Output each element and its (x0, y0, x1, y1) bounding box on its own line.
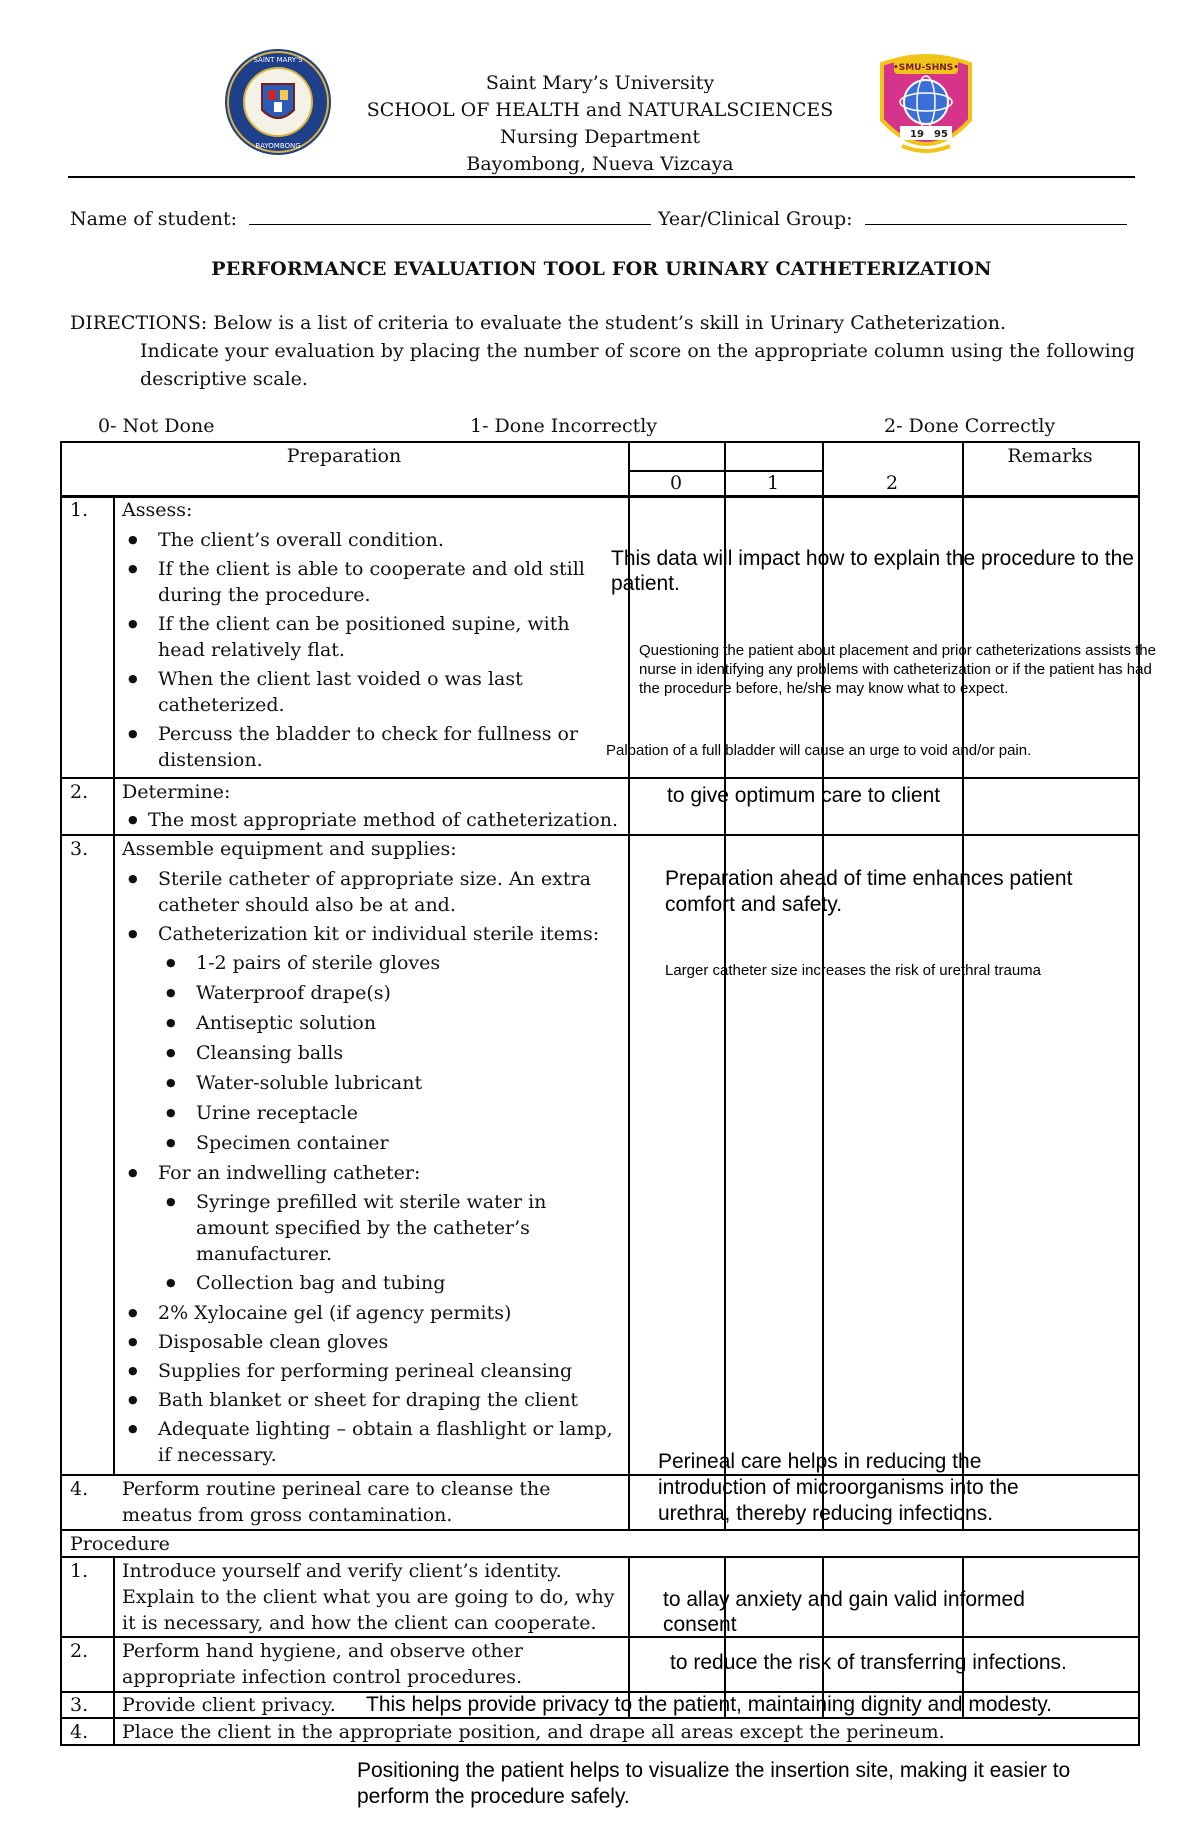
list-item: ● Specimen container (160, 1130, 622, 1156)
table-line (822, 441, 824, 1529)
institution-header (320, 70, 880, 178)
school-name: SCHOOL OF HEALTH and NATURALSCIENCES (366, 99, 834, 121)
scale-not-done: 0- Not Done (98, 415, 215, 437)
svg-text:BAYOMBONG: BAYOMBONG (255, 142, 301, 150)
procedure-label: Procedure (70, 1533, 170, 1555)
prep-3-num: 3. (70, 838, 89, 860)
list-item: ● If the client is able to cooperate and old still during the procedure. (122, 556, 620, 608)
university-name: Saint Mary’s University (485, 72, 715, 94)
score-col-0: 0 (669, 472, 683, 494)
svg-text:95: 95 (934, 129, 948, 140)
table-line (113, 496, 115, 1474)
score-col-2: 2 (885, 472, 899, 494)
list-item: ● Water-soluble lubricant (160, 1070, 622, 1096)
rationale-positioning: Positioning the patient helps to visualize the insertion site, making it easier to perform the procedure safely. (357, 1759, 1071, 1808)
prep-1-content (122, 497, 620, 773)
svg-text:•SMU-SHNS•: •SMU-SHNS• (892, 63, 960, 73)
rationale-infection: to reduce the risk of transferring infections. (670, 1651, 1067, 1674)
proc-3-num: 3. (70, 1694, 89, 1716)
rationale-optimum-care: to give optimum care to client (667, 784, 941, 807)
prep-4-text: Perform routine perineal care to cleanse the meatus from gross contamination. (122, 1478, 551, 1526)
rationale-informed-consent: to allay anxiety and gain valid informed consent (663, 1588, 1025, 1636)
list-item: ● The client’s overall condition. (122, 527, 620, 553)
directions-line-3: descriptive scale. (140, 368, 308, 390)
table-line (60, 1529, 1140, 1531)
department-name: Nursing Department (499, 126, 701, 148)
proc-1-num: 1. (70, 1560, 89, 1582)
student-name-blank[interactable] (249, 206, 651, 225)
directions-line-2: Indicate your evaluation by placing the number of score on the appropriate column using the following (140, 340, 1136, 362)
svg-text:SAINT MARY'S: SAINT MARY'S (253, 56, 303, 64)
score-col-1: 1 (766, 472, 780, 494)
list-item: ● Antiseptic solution (160, 1010, 622, 1036)
prep-2-title: Determine: (122, 781, 231, 803)
directions (70, 309, 1140, 393)
prep-2-num: 2. (70, 781, 89, 803)
header-divider (68, 176, 1135, 178)
rationale-palpation: Palpation of a full bladder will cause an urge to void and/or pain. (606, 742, 1032, 759)
list-item: ● Waterproof drape(s) (160, 980, 622, 1006)
proc-4-num: 4. (70, 1721, 89, 1743)
clinical-group-field (658, 206, 1127, 230)
proc-1-text: Introduce yourself and verify client’s identity. Explain to the client what you are going to do, why it is necessary, and how the client can cooperate. (122, 1560, 615, 1634)
prep-2-content (122, 779, 632, 833)
list-item: ● Supplies for performing perineal cleansing (122, 1358, 622, 1384)
scale-done-correctly: 2- Done Correctly (884, 415, 1056, 437)
list-item: ● When the client last voided o was last catheterized. (122, 666, 620, 718)
prep-3-content (122, 836, 622, 1468)
prep-1-num: 1. (70, 499, 89, 521)
table-line (60, 441, 62, 1745)
document-title: PERFORMANCE EVALUATION TOOL FOR URINARY CATHETERIZATION (211, 258, 992, 280)
rationale-explain-procedure: This data will impact how to explain the procedure to the patient. (611, 547, 1134, 595)
directions-line-1: DIRECTIONS: Below is a list of criteria to evaluate the student’s skill in Urinary Catheterization. (70, 312, 1006, 334)
preparation-header: Preparation (286, 445, 402, 467)
table-line (628, 441, 630, 1529)
crest-icon (874, 50, 978, 164)
student-name-field (70, 206, 651, 230)
proc-2-text: Perform hand hygiene, and observe other appropriate infection control procedures. (122, 1640, 523, 1688)
location: Bayombong, Nueva Vizcaya (466, 153, 734, 175)
list-item: ● Cleansing balls (160, 1040, 622, 1066)
list-item: ● 2% Xylocaine gel (if agency permits) (122, 1300, 622, 1326)
list-item: ● Adequate lighting – obtain a flashlight or lamp, if necessary. (122, 1416, 622, 1468)
clinical-group-label: Year/Clinical Group: (658, 208, 853, 230)
prep-1-title: Assess: (122, 499, 193, 521)
list-item: ● Bath blanket or sheet for draping the client (122, 1387, 622, 1413)
rationale-catheter-size: Larger catheter size increases the risk of urethral trauma (665, 962, 1042, 979)
list-item: ● Catheterization kit or individual sterile items: (122, 921, 622, 947)
list-item: ● If the client can be positioned supine, with head relatively flat. (122, 611, 620, 663)
list-item: ● The most appropriate method of catheterization. (122, 807, 632, 833)
list-item: ● Percuss the bladder to check for fullness or distension. (122, 721, 620, 773)
table-line (724, 441, 726, 1529)
prep-3-title: Assemble equipment and supplies: (122, 838, 457, 860)
proc-2-num: 2. (70, 1640, 89, 1662)
seal-icon (224, 48, 332, 156)
svg-text:19: 19 (910, 129, 924, 140)
table-line (962, 441, 964, 1529)
school-logo (874, 50, 978, 164)
prep-4-num: 4. (70, 1478, 89, 1500)
student-name-label: Name of student: (70, 208, 238, 230)
list-item: ● Urine receptacle (160, 1100, 622, 1126)
table-line (113, 1556, 115, 1744)
university-logo (224, 48, 332, 156)
rationale-perineal-care: Perineal care helps in reducing the introduction of microorganisms into the urethra, thereby reducing infections. (658, 1450, 1019, 1525)
proc-3-text: Provide client privacy. (122, 1694, 336, 1716)
list-item: ● For an indwelling catheter: (122, 1160, 622, 1186)
proc-4-text: Place the client in the appropriate position, and drape all areas except the perineum. (122, 1721, 945, 1743)
rationale-preparation: Preparation ahead of time enhances patient comfort and safety. (665, 867, 1073, 916)
table-line (1138, 441, 1140, 1745)
scale-done-incorrectly: 1- Done Incorrectly (470, 415, 658, 437)
rationale-privacy: This helps provide privacy to the patient, maintaining dignity and modesty. (366, 1693, 1052, 1716)
list-item: ● 1-2 pairs of sterile gloves (160, 950, 622, 976)
list-item: ● Syringe prefilled wit sterile water in amount specified by the catheter’s manufacturer. (160, 1189, 622, 1267)
rationale-questioning: Questioning the patient about placement and prior catheterizations assists the nurse in identifying any problems with catheterization or if the patient has had the procedure before, he/she may know what to expect. (639, 642, 1156, 697)
list-item: ● Collection bag and tubing (160, 1270, 622, 1296)
list-item: ● Sterile catheter of appropriate size. An extra catheter should also be at and. (122, 866, 622, 918)
clinical-group-blank[interactable] (865, 206, 1127, 225)
list-item: ● Disposable clean gloves (122, 1329, 622, 1355)
remarks-header: Remarks (1007, 445, 1093, 467)
